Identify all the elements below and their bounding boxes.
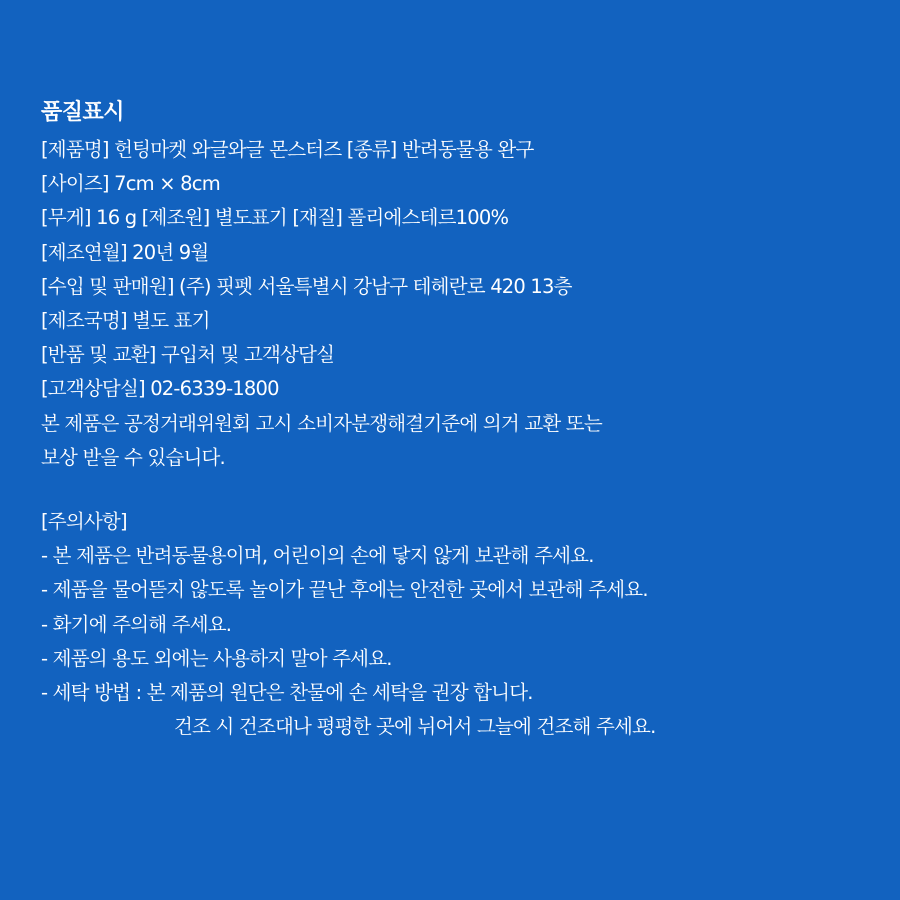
return-line: [반품 및 교환] 구입처 및 고객상담실: [41, 343, 335, 367]
importer-line: [수입 및 판매원] (주) 핏펫 서울특별시 강남구 테헤란로 420 13층: [41, 274, 572, 298]
weight-line: [무게] 16 g [제조원] 별도표기 [재질] 폴리에스테르100%: [41, 206, 509, 230]
customer-service-line: [고객상담실] 02-6339-1800: [41, 377, 279, 401]
caution-line-2: - 제품을 물어뜯지 않도록 놀이가 끝난 후에는 안전한 곳에서 보관해 주세요.: [41, 578, 648, 602]
notice-line-1: 본 제품은 공정거래위원회 고시 소비자분쟁해결기준에 의거 교환 또는: [41, 411, 602, 435]
caution-line-6: 건조 시 건조대나 평평한 곳에 뉘어서 그늘에 건조해 주세요.: [174, 715, 656, 739]
caution-line-1: - 본 제품은 반려동물용이며, 어린이의 손에 닿지 않게 보관해 주세요.: [41, 544, 594, 568]
caution-line-3: - 화기에 주의해 주세요.: [41, 612, 232, 636]
size-line: [사이즈] 7cm × 8cm: [41, 172, 220, 196]
manufacture-date-line: [제조연월] 20년 9월: [41, 240, 209, 264]
section-spacer: [41, 475, 871, 505]
country-line: [제조국명] 별도 표기: [41, 309, 210, 333]
caution-title: [주의사항]: [41, 510, 127, 534]
product-name-line: [제품명] 헌팅마켓 와글와글 몬스터즈 [종류] 반려동물용 완구: [41, 138, 534, 161]
quality-title: 품질표시: [41, 100, 125, 125]
caution-line-5: - 세탁 방법 : 본 제품의 원단은 찬물에 손 세탁을 권장 합니다.: [41, 681, 533, 705]
info-content: [41, 98, 871, 744]
caution-line-4: - 제품의 용도 외에는 사용하지 말아 주세요.: [41, 646, 392, 670]
notice-line-2: 보상 받을 수 있습니다.: [41, 445, 225, 469]
